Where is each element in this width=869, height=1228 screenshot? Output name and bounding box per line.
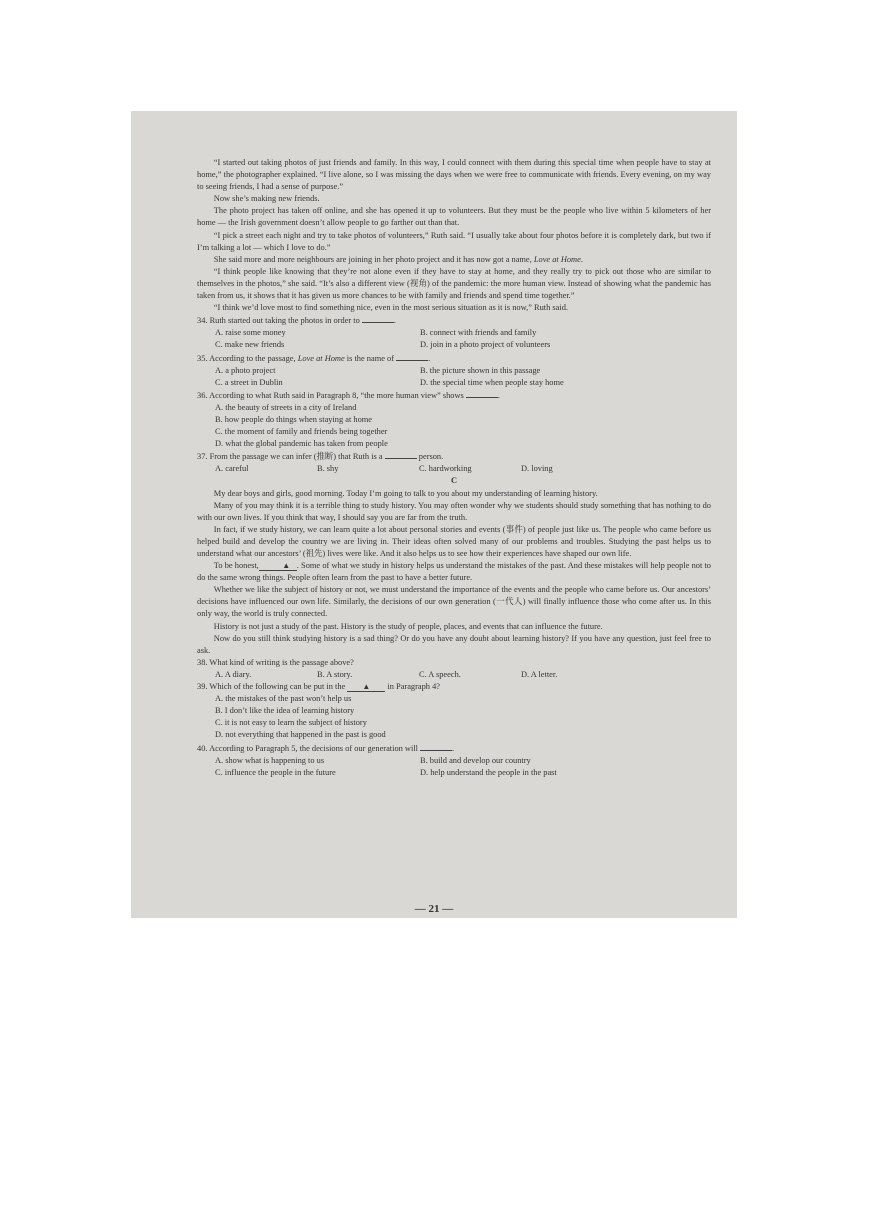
option-d: D. loving: [521, 464, 553, 474]
option-c: C. influence the people in the future: [215, 767, 336, 777]
passage-c-paragraph: Many of you may think it is a terrible thing to study history. You may often wonder why we students should study something that has nothing to do with our own lives. If you think that way, I should say you are far from the truth.: [197, 500, 711, 522]
question-38: [197, 657, 711, 681]
passage-c-paragraph: History is not just a study of the past. History is the study of people, places, and events that can influence the future.: [213, 621, 603, 631]
question-40: 40. According to Paragraph 5, the decisions of our generation will . A. show what is happening to us B. build and develop our country C. influence the people in the future D. help understand the people in the past: [197, 742, 711, 779]
project-name: Love at Home: [533, 254, 581, 264]
passage-b-paragraph: Now she’s making new friends.: [213, 194, 320, 204]
passage-b-paragraph: The photo project has taken off online, and she has opened it up to volunteers. But they must be the people who live within 5 kilometers of her home — the Irish government doesn’t allow people to go farther out than that.: [197, 206, 711, 228]
passage-b-paragraph: “I pick a street each night and try to take photos of volunteers,” Ruth said. “I usually take about four photos before it is completely dark, but two if I’m talking a lot — which I love to do.”: [197, 230, 711, 252]
passage-c-paragraph: To be honest, ▲ . Some of what we study in history helps us understand the mistakes of the past. And these mistakes will help people not to do the same wrong things. People often learn from the past to have a better future.: [197, 561, 711, 583]
passage-b-paragraph: “I think we’d love most to find something nice, even in the most serious situation as it is now,” Ruth said.: [213, 303, 568, 313]
scanned-exam-page: [131, 111, 737, 918]
option-b: B. A story.: [317, 669, 353, 679]
option-b: B. the picture shown in this passage: [420, 365, 541, 375]
option-c: C. it is not easy to learn the subject of history: [215, 718, 367, 728]
option-d: D. what the global pandemic has taken from people: [215, 439, 388, 449]
option-c: C. A speech.: [419, 669, 461, 679]
answer-blank: [466, 389, 498, 398]
question-36: 36. According to what Ruth said in Paragraph 8, “the more human view” shows . A. the beauty of streets in a city of Ireland B. how people do things when staying at home C. the moment of family and friends being together D. what the global pandemic has taken from people: [197, 389, 711, 450]
question-stem: 35. According to the passage,: [197, 353, 298, 363]
option-a: A. the mistakes of the past won’t help us: [215, 694, 352, 704]
question-39: 39. Which of the following can be put in the ▲ in Paragraph 4? A. the mistakes of the past won’t help us B. I don’t like the idea of learning history C. it is not easy to learn the subject of history D. not everything that happened in the past is good: [197, 681, 711, 741]
answer-blank: [420, 742, 452, 751]
passage-c-paragraph: Whether we like the subject of history or not, we must understand the importance of the events and the people who came before us. Our ancestors’ decisions have influenced our own life. Similarly, the decisions of our own generation (一代人) will finally influence those who come after us. In this only way, the world is truly connected.: [197, 585, 711, 619]
option-c: C. hardworking: [419, 464, 472, 474]
option-b: B. how people do things when staying at home: [215, 414, 373, 424]
question-stem: 37. From the passage we can infer (推断) that Ruth is a: [197, 452, 383, 462]
passage-c-paragraph: My dear boys and girls, good morning. Today I’m going to talk to you about my understanding of learning history.: [213, 488, 598, 498]
page-number: — 21 —: [414, 902, 454, 915]
passage-c-paragraph: In fact, if we study history, we can learn quite a lot about personal stories and events (事件) of people just like us. The people who came before us helped build and develop the country we are living in. Their ideas often solved many of our problems and troubles. Studying the past helps us to understand what our ancestors’ (祖先) lives were like. And it also helps us to see how their experiences have shaped our own life.: [197, 524, 711, 558]
option-a: A. A diary.: [215, 669, 252, 679]
option-b: B. connect with friends and family: [420, 328, 537, 338]
question-37: 37. From the passage we can infer (推断) that Ruth is a person. A. careful B. shy C. hardworking D. loving: [197, 450, 711, 475]
option-a: A. show what is happening to us: [215, 755, 325, 765]
question-stem: 39. Which of the following can be put in the: [197, 682, 346, 692]
passage-b-paragraph: “I think people like knowing that they’re not alone even if they have to stay at home, and they really try to pick out those who are similar to themselves in the photos,” she said. “It’s also a different view (视角) of the pandemic: the more human view. Instead of showing what the pandemic has taken from us, it shows that it has given us more chances to be with family and friends and spend time together.”: [197, 266, 711, 301]
option-c: C. a street in Dublin: [215, 377, 283, 387]
question-stem: 34. Ruth started out taking the photos in order to: [197, 316, 360, 326]
passage-c-paragraph: Now do you still think studying history is a sad thing? Or do you have any doubt about learning history? If you have any question, just feel free to ask.: [197, 633, 711, 655]
triangle-blank: ▲: [259, 561, 297, 571]
passage-b-paragraph: She said more and more neighbours are joining in her photo project and it has now got a name, Love at Home.: [213, 254, 583, 264]
passage-b-paragraph: “I started out taking photos of just friends and family. In this way, I could connect with them during this special time when people have to stay at home,” the photographer explained. “I live alone, so I was missing the days when we were free to communicate with friends. Every evening, on my way to seeing friends, I had a sense of purpose.”: [197, 158, 711, 192]
option-d: D. help understand the people in the past: [420, 767, 557, 777]
option-c: C. make new friends: [215, 340, 285, 350]
option-b: B. build and develop our country: [420, 755, 531, 765]
option-d: D. join in a photo project of volunteers: [420, 340, 551, 350]
question-35: 35. According to the passage, Love at Home is the name of . A. a photo project B. the picture shown in this passage C. a street in Dublin D. the special time when people stay home: [197, 352, 711, 389]
option-a: A. careful: [215, 464, 249, 474]
answer-blank: [362, 314, 394, 323]
option-a: A. a photo project: [215, 365, 276, 375]
option-b: B. shy: [317, 464, 339, 474]
option-a: A. raise some money: [215, 328, 286, 338]
question-stem: 36. According to what Ruth said in Paragraph 8, “the more human view” shows: [197, 390, 464, 400]
answer-blank: [385, 450, 417, 459]
option-d: D. the special time when people stay home: [420, 377, 564, 387]
option-a: A. the beauty of streets in a city of Ireland: [215, 402, 357, 412]
question-stem: 40. According to Paragraph 5, the decisions of our generation will: [197, 743, 418, 753]
question-stem: 38. What kind of writing is the passage above?: [197, 657, 354, 667]
triangle-blank: ▲: [347, 682, 385, 692]
question-34: 34. Ruth started out taking the photos in order to . A. raise some money B. connect with friends and family C. make new friends D. join in a photo project of volunteers: [197, 314, 711, 351]
option-b: B. I don’t like the idea of learning history: [215, 706, 355, 716]
option-d: D. A letter.: [521, 669, 558, 679]
option-d: D. not everything that happened in the past is good: [215, 730, 386, 740]
answer-blank: [396, 352, 428, 361]
section-c-heading: C: [450, 476, 458, 486]
option-c: C. the moment of family and friends being together: [215, 427, 388, 437]
